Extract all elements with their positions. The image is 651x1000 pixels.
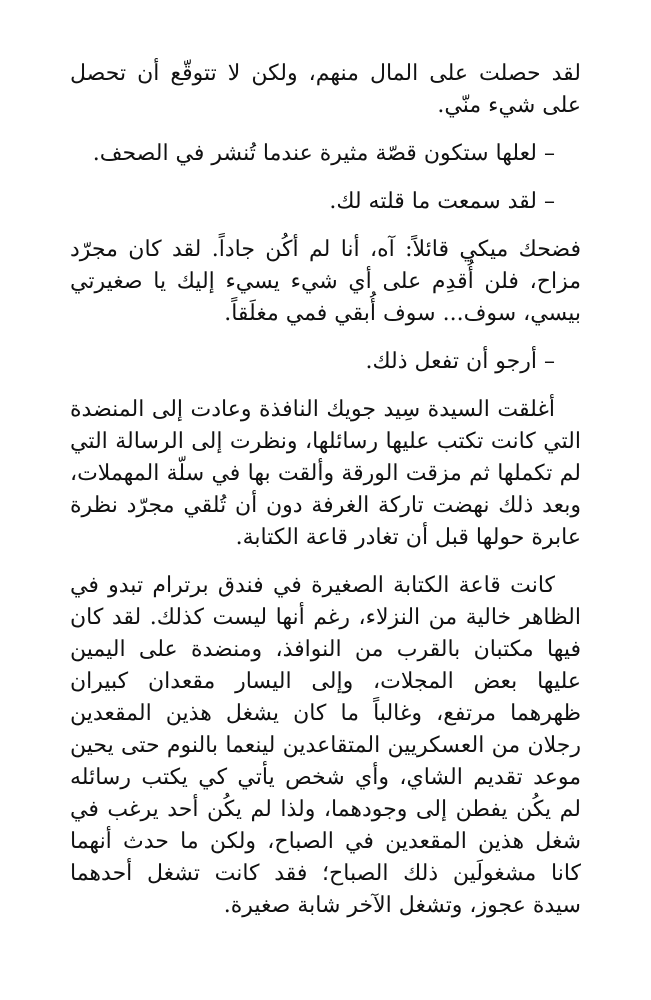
dialogue-line-newspapers: – لعلها ستكون قصّة مثيرة عندما تُنشر في الصحف.	[92, 141, 555, 166]
dialogue-line-heard: – لقد سمعت ما قلته لك.	[329, 189, 555, 214]
book-page	[70, 58, 581, 938]
paragraph-money: لقد حصلت على المال منهم، ولكن لا تتوقّع أن تحصل على شيء منّي.	[70, 61, 581, 118]
paragraph-closes-window: أغلقت السيدة سِيد جويك النافذة وعادت إلى المنضدة التي كانت تكتب عليها رسائلها، ونظرت إلى الرسالة التي لم تكملها ثم مزقت الورقة وألقت بها في سلّة المهملات، وبعد ذلك نهضت تاركة الغرفة دون أن تُلقي مجرّد نظرة عابرة حولها قبل أن تغادر قاعة الكتابة.	[70, 397, 581, 550]
paragraph-mickey-laughs: فضحك ميكي قائلاً: آه، أنا لم أكُن جاداً. لقد كان مجرّد مزاح، فلن أُقدِم على أي شيء يسيء إليك يا صغيرتي بيسي، سوف... سوف أُبقي فمي مغلَقاً.	[70, 237, 581, 326]
paragraph-writing-room: كانت قاعة الكتابة الصغيرة في فندق برترام تبدو في الظاهر خالية من النزلاء، رغم أنها ليست كذلك. لقد كان فيها مكتبان بالقرب من النوافذ، ومنضدة على اليمين عليها بعض المجلات، وإلى اليسار مقعدان كبيران ظهرهما مرتفع، وغالباً ما كان يشغل هذين المقعدين رجلان من العسكريين المتقاعدين لينعما بالنوم حتى يحين موعد تقديم الشاي، وأي شخص يأتي كي يكتب رسائله لم يكُن يفطن إلى وجودهما، ولذا لم يكُن أحد يرغب في شغل هذين المقعدين في الصباح، ولكن ما حدث أنهما كانا مشغولَين ذلك الصباح؛ فقد كانت تشغل أحدهما سيدة عجوز، وتشغل الآخر شابة صغيرة.	[70, 573, 581, 918]
dialogue-line-hope: – أرجو أن تفعل ذلك.	[365, 349, 555, 374]
